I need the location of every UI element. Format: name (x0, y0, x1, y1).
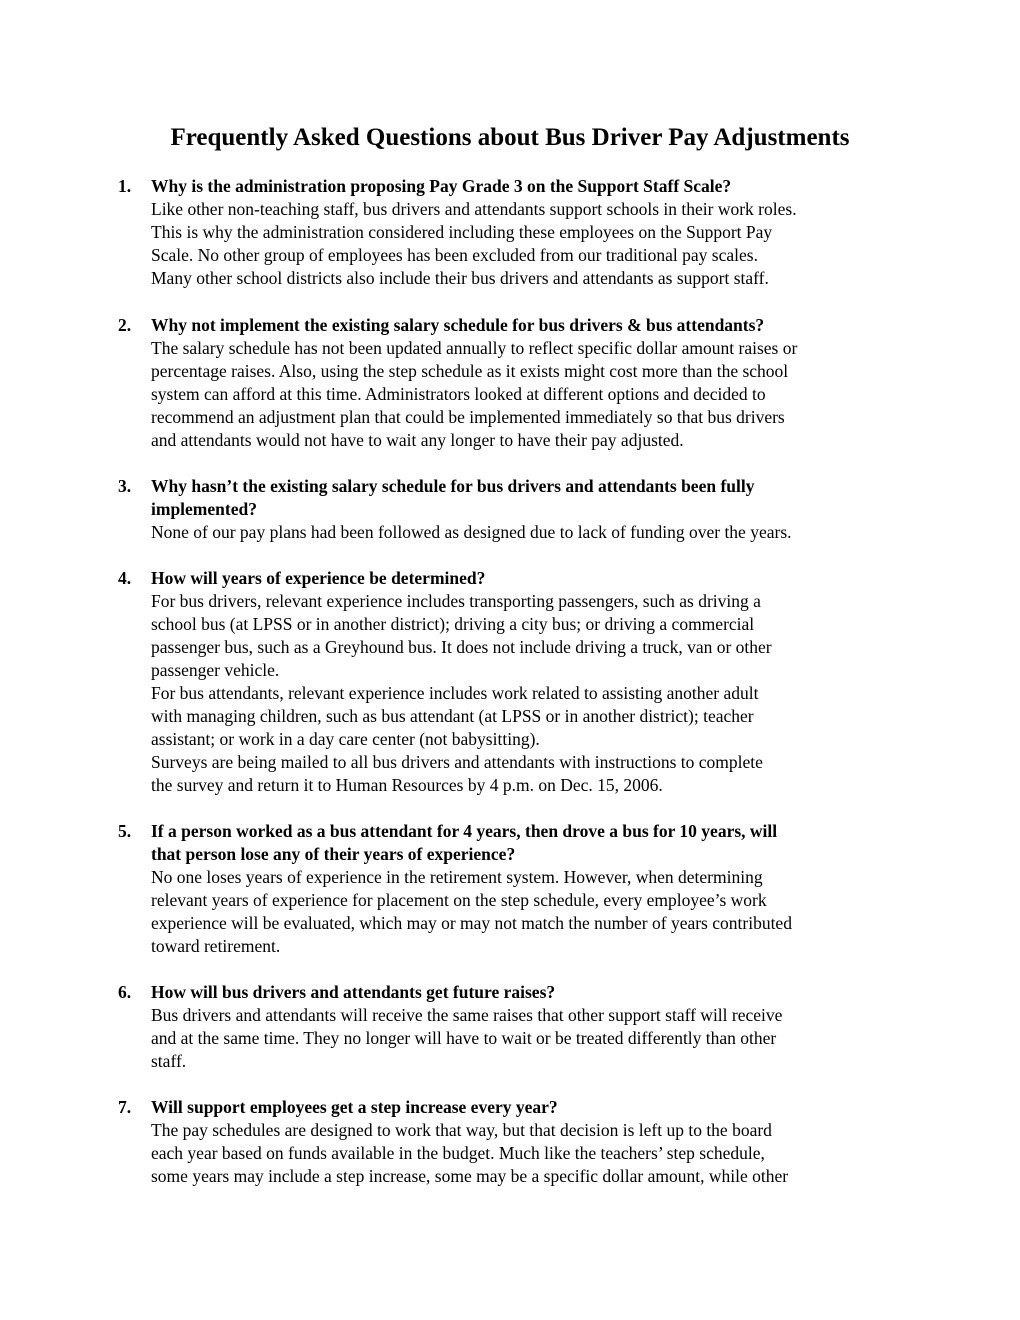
answer-line: Bus drivers and attendants will receive the same raises that other support staff will receive (151, 1005, 783, 1025)
faq-answer (151, 521, 911, 544)
question-line: implemented? (151, 499, 257, 519)
question-line: Will support employees get a step increase every year? (151, 1097, 558, 1117)
faq-answer (151, 866, 911, 958)
answer-line: recommend an adjustment plan that could be implemented immediately so that bus drivers (151, 407, 785, 427)
faq-answer (151, 198, 911, 290)
faq-number: 4. (118, 568, 132, 588)
answer-line: No one loses years of experience in the retirement system. However, when determining (151, 867, 763, 887)
faq-question (151, 1096, 911, 1119)
answer-line: This is why the administration considered including these employees on the Support Pay (151, 222, 773, 242)
faq-question (151, 981, 911, 1004)
page-title: Frequently Asked Questions about Bus Driver Pay Adjustments (170, 124, 850, 151)
question-line: How will bus drivers and attendants get future raises? (151, 982, 556, 1002)
answer-line: staff. (151, 1051, 187, 1071)
answer-line: Surveys are being mailed to all bus drivers and attendants with instructions to complete (151, 752, 763, 772)
question-line: Why is the administration proposing Pay Grade 3 on the Support Staff Scale? (151, 176, 732, 196)
faq-question (151, 175, 911, 198)
answer-line: school bus (at LPSS or in another district); driving a city bus; or driving a commercial (151, 614, 755, 634)
answer-line: some years may include a step increase, some may be a specific dollar amount, while other (151, 1166, 789, 1186)
faq-number: 2. (118, 315, 132, 335)
answer-line: passenger bus, such as a Greyhound bus. It does not include driving a truck, van or other (151, 637, 772, 657)
answer-line: Many other school districts also include their bus drivers and attendants as support staff. (151, 268, 769, 288)
question-line: How will years of experience be determined? (151, 568, 486, 588)
answer-line: passenger vehicle. (151, 660, 280, 680)
faq-question (151, 314, 911, 337)
faq-question (151, 820, 911, 866)
question-line: If a person worked as a bus attendant for 4 years, then drove a bus for 10 years, will (151, 821, 778, 841)
answer-line: For bus drivers, relevant experience includes transporting passengers, such as driving a (151, 591, 761, 611)
answer-line: each year based on funds available in the budget. Much like the teachers’ step schedule, (151, 1143, 765, 1163)
answer-line: None of our pay plans had been followed as designed due to lack of funding over the years. (151, 522, 792, 542)
faq-number: 7. (118, 1097, 132, 1117)
answer-line: percentage raises. Also, using the step schedule as it exists might cost more than the school (151, 361, 789, 381)
faq-question (151, 475, 911, 521)
answer-line: system can afford at this time. Administrators looked at different options and decided to (151, 384, 766, 404)
answer-line: Scale. No other group of employees has been excluded from our traditional pay scales. (151, 245, 758, 265)
faq-question (151, 567, 911, 590)
answer-line: assistant; or work in a day care center (not babysitting). (151, 729, 540, 749)
answer-line: experience will be evaluated, which may or may not match the number of years contributed (151, 913, 792, 933)
answer-line: relevant years of experience for placement on the step schedule, every employee’s work (151, 890, 767, 910)
faq-answer (151, 1004, 911, 1073)
faq-number: 5. (118, 821, 132, 841)
faq-answer (151, 590, 911, 797)
question-line: Why not implement the existing salary schedule for bus drivers & bus attendants? (151, 315, 765, 335)
answer-line: For bus attendants, relevant experience includes work related to assisting another adult (151, 683, 759, 703)
faq-answer (151, 337, 911, 452)
faq-number: 3. (118, 476, 132, 496)
question-line: that person lose any of their years of experience? (151, 844, 516, 864)
faq-number: 6. (118, 982, 132, 1002)
faq-answer (151, 1119, 911, 1188)
answer-line: the survey and return it to Human Resources by 4 p.m. on Dec. 15, 2006. (151, 775, 663, 795)
answer-line: and at the same time. They no longer will have to wait or be treated differently than other (151, 1028, 777, 1048)
answer-line: Like other non-teaching staff, bus drivers and attendants support schools in their work roles. (151, 199, 797, 219)
faq-number: 1. (118, 176, 132, 196)
answer-line: and attendants would not have to wait any longer to have their pay adjusted. (151, 430, 684, 450)
answer-line: with managing children, such as bus attendant (at LPSS or in another district); teacher (151, 706, 754, 726)
question-line: Why hasn’t the existing salary schedule for bus drivers and attendants been fully (151, 476, 755, 496)
answer-line: The salary schedule has not been updated annually to reflect specific dollar amount raises or (151, 338, 798, 358)
answer-line: toward retirement. (151, 936, 281, 956)
answer-line: The pay schedules are designed to work that way, but that decision is left up to the board (151, 1120, 772, 1140)
